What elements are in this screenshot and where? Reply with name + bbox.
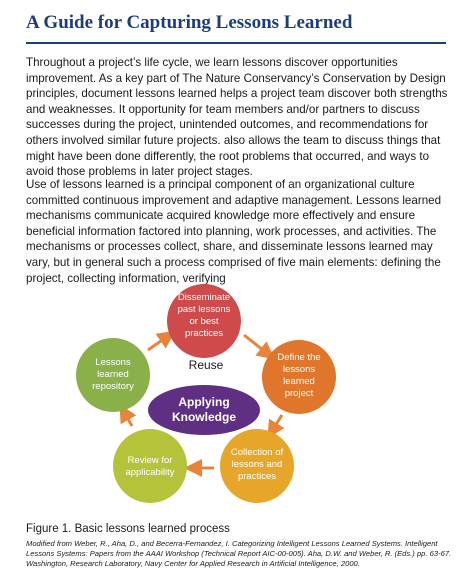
arrow-repository-to-disseminate: [148, 336, 168, 350]
figure-caption: Figure 1. Basic lessons learned process: [26, 523, 230, 535]
reuse-label: Reuse: [188, 358, 224, 372]
node-define-line4: project: [284, 388, 314, 399]
node-disseminate-line4: practices: [184, 328, 224, 339]
center-label-line2: Knowledge: [171, 410, 237, 424]
node-repository-line2: learned: [97, 369, 129, 380]
arrow-disseminate-to-define: [244, 335, 268, 354]
node-collection-line2: lessons and: [231, 459, 283, 470]
node-collection-line1: Collection of: [230, 447, 284, 458]
page-title: A Guide for Capturing Lessons Learned: [26, 12, 353, 33]
node-review-circle: [113, 429, 187, 503]
node-review: [113, 429, 187, 503]
node-collection-line3: practices: [237, 471, 277, 482]
node-disseminate: [167, 284, 241, 358]
node-disseminate-line3: or best: [189, 316, 219, 327]
figure-citation: Modified from Weber, R., Aha, D., and Becerra-Fernandez, I. Categorizing Intelligent Lessons Learned Systems. Intelligent Lessons Systems: Papers from the AAAI Workshop (Technical Report AIC-00-005). Aha, D.W. and Weber, R. (Eds.) pp. 63-67. Washington, Research Laboratory, Navy Center for Applied Research in Artificial Intelligence, 2000.: [26, 539, 452, 569]
arrow-review-to-repository: [124, 412, 132, 426]
node-review-line2: applicability: [125, 467, 175, 478]
node-collection: [220, 429, 294, 503]
node-disseminate-line1: Disseminate: [177, 292, 231, 303]
node-review-line1: Review for: [127, 455, 173, 466]
node-define: [262, 340, 336, 414]
node-repository-line3: repository: [92, 381, 134, 392]
node-define-line1: Define the: [277, 352, 321, 363]
intro-paragraph: Throughout a project’s life cycle, we learn lessons discover opportunities improvement. As a key part of The Nature Conservancy’s Conservation by Design principles, document lessons learned helps a project team discover both strengths and weaknesses. It opportunity for team members and/or partners to discuss successes during the project, unintended outcomes, and recommendations for others involved similar future projects. also allows the team to discuss things that might have been done differently, the root problems that occurred, and ways to avoid those problems in later project stages.: [26, 56, 448, 179]
node-define-line2: lessons: [282, 364, 316, 375]
center-applying-knowledge: [148, 385, 260, 435]
node-repository: [76, 338, 150, 412]
lessons-paragraph: Use of lessons learned is a principal component of an organizational culture committed continuous improvement and adaptive management. Lessons learned mechanisms communicate acquired knowledge more effectively and ensure beneficial information factored into planning, work processes, and activities. The mechanisms or processes collect, share, and disseminate lessons learned may vary, but in general such a process comprised of five main elements: defining the project, collecting information, verifying: [26, 178, 442, 285]
title-underline: [26, 42, 446, 44]
center-label-line1: Applying: [178, 395, 230, 409]
lessons-learned-cycle-diagram: [0, 278, 474, 518]
node-define-line3: learned: [283, 376, 315, 387]
node-disseminate-line2: past lessons: [177, 304, 231, 315]
arrow-define-to-collection: [272, 415, 282, 431]
node-repository-line1: Lessons: [95, 357, 131, 368]
